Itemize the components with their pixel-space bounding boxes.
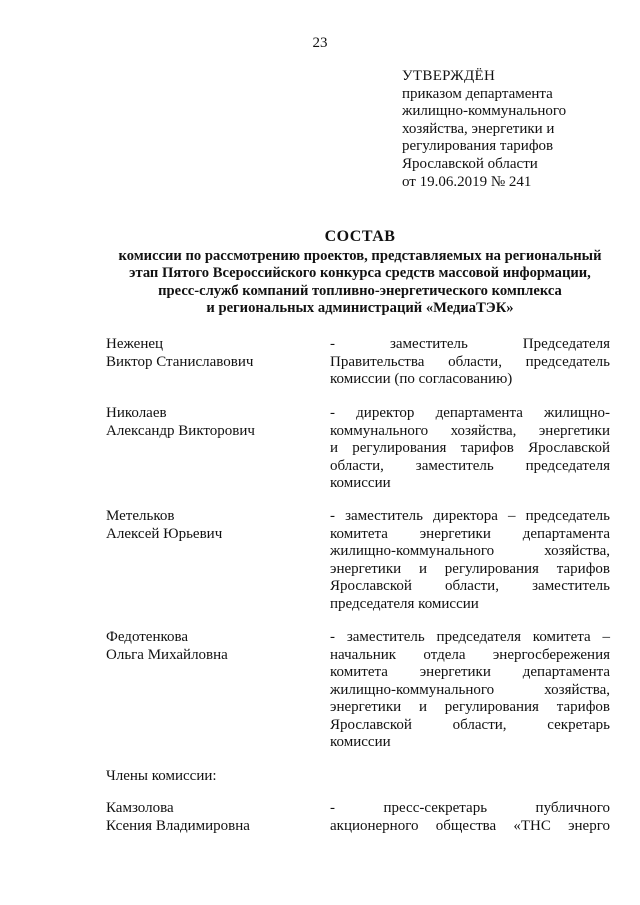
member-role-line: Правительства области, председатель xyxy=(330,353,610,370)
member-role-line: - заместитель Председателя xyxy=(330,336,610,352)
approval-title: УТВЕРЖДЁН xyxy=(402,68,496,84)
member-role-line: председателя комиссии xyxy=(330,595,479,612)
document-heading xyxy=(90,226,630,317)
member-surname: Николаев xyxy=(106,405,167,421)
member-given-names: Ольга Михайловна xyxy=(106,646,228,663)
member-role-line: Ярославской области, заместитель xyxy=(330,578,610,594)
member-role-line: области, заместитель председателя xyxy=(330,457,610,474)
member-role-line: энергетики и регулирования тарифов xyxy=(330,699,610,715)
member-surname: Метельков xyxy=(106,508,175,524)
member-role xyxy=(330,800,610,835)
member-role-line: комиссии (по согласованию) xyxy=(330,371,513,387)
approval-line: хозяйства, энергетики и xyxy=(402,120,555,137)
member-name xyxy=(106,629,316,664)
member-surname: Федотенкова xyxy=(106,629,189,645)
member-role-line: - заместитель председателя комитета – xyxy=(330,629,610,645)
approval-line: Ярославской области xyxy=(402,155,538,172)
member-role-line: комиссии xyxy=(330,475,391,491)
member-role-line: - заместитель директора – председатель xyxy=(330,508,610,524)
member-given-names: Алексей Юрьевич xyxy=(106,525,223,542)
member-role-line: комитета энергетики департамента xyxy=(330,525,610,542)
page-number: 23 xyxy=(312,35,328,51)
member-role-line: комитета энергетики департамента xyxy=(330,664,610,680)
member-name xyxy=(106,508,316,543)
document-subtitle-line: пресс-служб компаний топливно-энергетического комплекса xyxy=(158,282,562,299)
member-role-line: начальник отдела энергосбережения xyxy=(330,646,610,663)
member-role-line: жилищно-коммунального хозяйства, xyxy=(330,681,610,698)
member-role-line: - пресс-секретарь публичного xyxy=(330,800,610,816)
member-role-line: акционерного общества «ТНС энерго xyxy=(330,817,610,834)
member-role xyxy=(330,629,610,752)
member-name xyxy=(106,336,316,371)
member-role xyxy=(330,336,610,389)
approval-stamp xyxy=(402,68,622,191)
member-role-line: жилищно-коммунального хозяйства, xyxy=(330,543,610,559)
member-name xyxy=(106,800,316,835)
document-subtitle-line: и региональных администраций «МедиаТЭК» xyxy=(206,299,514,316)
member-role-line: Ярославской области, секретарь xyxy=(330,716,610,733)
approval-line: приказом департамента xyxy=(402,85,553,102)
member-name xyxy=(106,405,316,440)
member-given-names: Ксения Владимировна xyxy=(106,817,250,834)
member-given-names: Александр Викторович xyxy=(106,422,255,439)
document-title: СОСТАВ xyxy=(324,228,396,245)
member-role xyxy=(330,508,610,613)
approval-line: от 19.06.2019 № 241 xyxy=(402,173,532,190)
member-role xyxy=(330,405,610,493)
member-role-line: энергетики и регулирования тарифов xyxy=(330,560,610,577)
member-role-line: коммунального хозяйства, энергетики xyxy=(330,422,610,439)
approval-line: жилищно-коммунального xyxy=(402,103,567,120)
member-given-names: Виктор Станиславович xyxy=(106,353,254,370)
document-subtitle-line: комиссии по рассмотрению проектов, представляемых на региональный xyxy=(118,248,602,264)
members-section-label: Члены комиссии: xyxy=(106,768,217,784)
member-role-line: и регулирования тарифов Ярославской xyxy=(330,440,610,456)
approval-line: регулирования тарифов xyxy=(402,138,554,155)
member-role-line: - директор департамента жилищно- xyxy=(330,405,610,421)
member-role-line: комиссии xyxy=(330,734,391,750)
member-surname: Неженец xyxy=(106,336,164,352)
document-subtitle-line: этап Пятого Всероссийского конкурса средств массовой информации, xyxy=(129,265,591,282)
member-surname: Камзолова xyxy=(106,800,174,816)
